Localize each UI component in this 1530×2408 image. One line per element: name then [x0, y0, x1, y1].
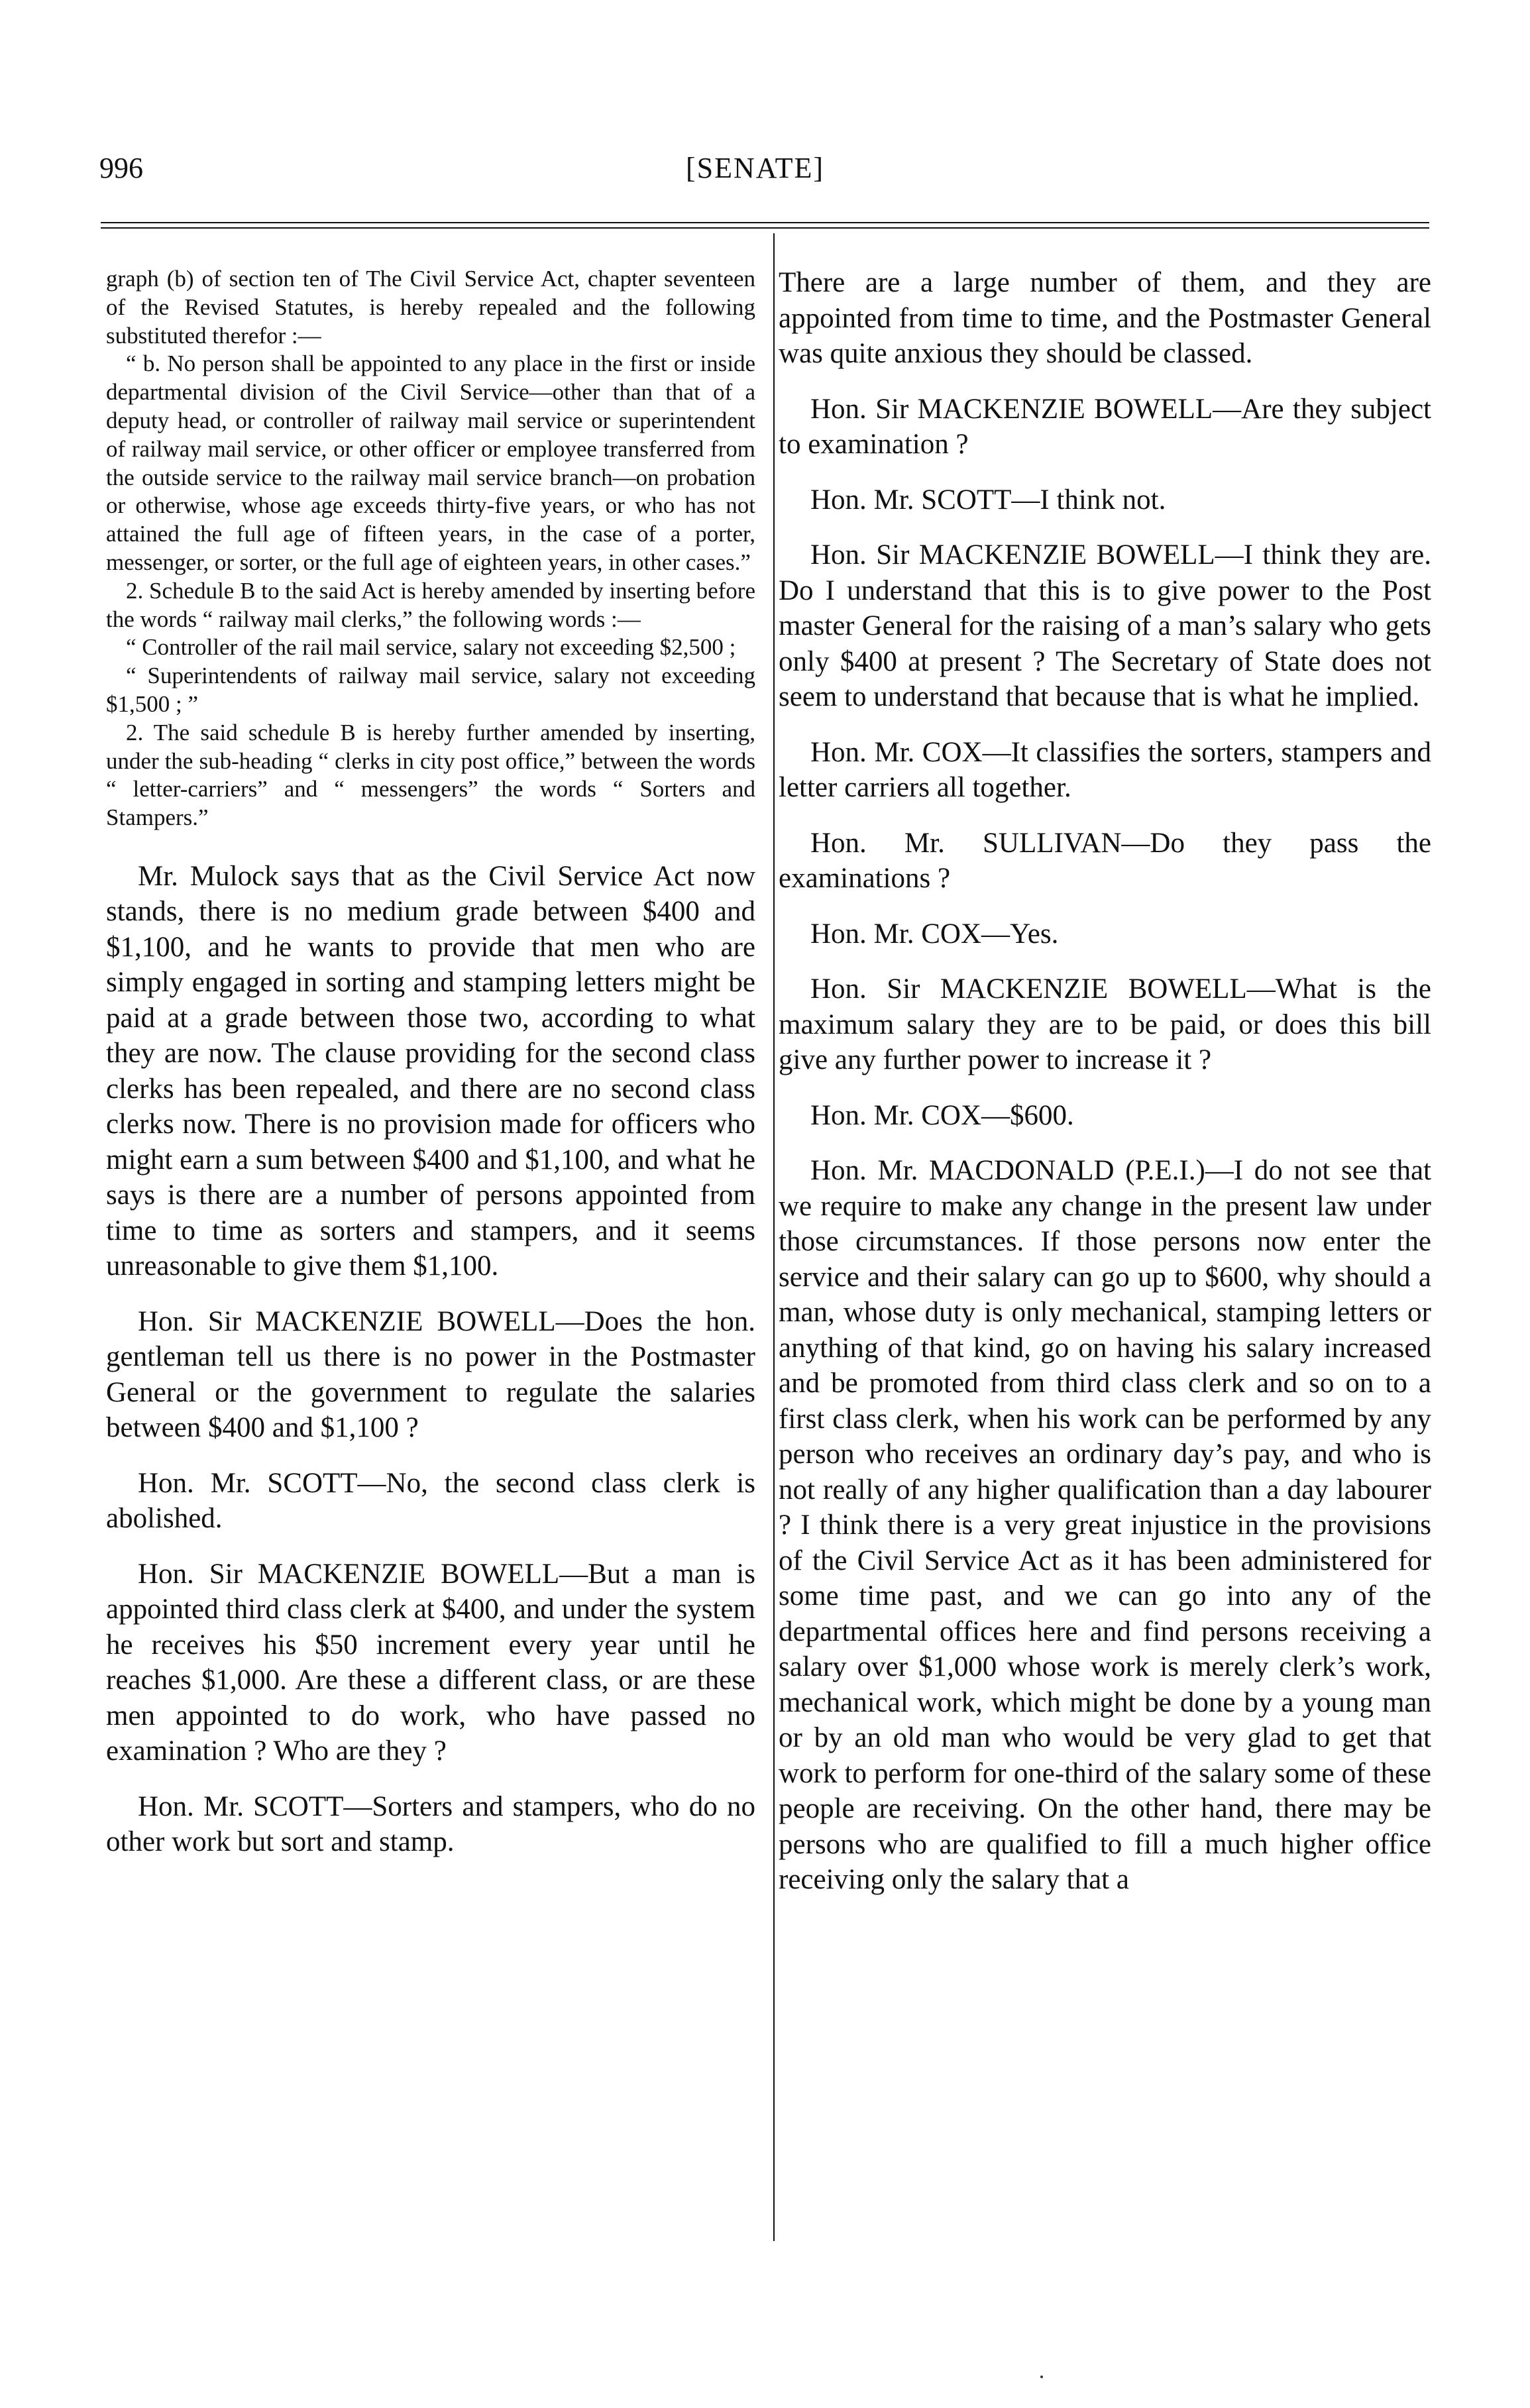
column-divider	[773, 233, 775, 2241]
speech-paragraph: Hon. Sir MACKENZIE BOWELL—Does the hon. gentleman tell us there is no power in the Postmaster General or the government to regulate the salaries between $400 and $1,100 ?	[106, 1305, 755, 1444]
header-rule-top	[101, 222, 1429, 223]
bill-text	[106, 265, 755, 832]
left-body	[106, 859, 755, 1860]
speech-paragraph: Hon. Sir MACKENZIE BOWELL—What is the maximum salary they are to be paid, or does this bill give any further power to increase it ?	[779, 973, 1431, 1075]
speech-paragraph: Hon. Mr. COX—Yes.	[810, 918, 1059, 950]
bill-paragraph: 2. Schedule B to the said Act is hereby amended by inserting before the words “ railway mail clerks,” the following words :—	[106, 577, 755, 632]
speech-paragraph: Hon. Mr. COX—It classifies the sorters, stampers and letter carriers all together.	[779, 736, 1431, 803]
bill-paragraph: “ Controller of the rail mail service, salary not exceeding $2,500 ;	[126, 634, 736, 661]
speech-paragraph: Hon. Mr. MACDONALD (P.E.I.)—I do not see that we require to make any change in the present law under those circumstances. If those persons now enter the service and their salary can go up to $600, why should a man, whose duty is only mechanical, stamping letters or anything of that kind, go on having his salary increased and be promoted from third class clerk and so on to a first class clerk, when his work can be performed by any person who receives an ordinary day’s pay, and who is not really of any higher qualification than a day labourer ? I think there is a very great injustice in the provisions of the Civil Service Act as it has been administered for some time past, and we can go into any of the departmental offices here and find persons receiving a salary over $1,000 whose work is merely clerk’s work, mechanical work, which might be done by a young man or by an old man who would be very glad to get that work to perform for one-third of the salary some of these people are receiving. On the other hand, there may be persons who are qualified to fill a much higher office receiving only the salary that a	[779, 1155, 1431, 1895]
bill-paragraph: “ b. No person shall be appointed to any place in the first or inside departmental division of the Civil Service—other than that of a deputy head, or controller of railway mail service or superintendent of railway mail service, or other officer or employee transferred from the outside service to the railway mail service branch—on probation or otherwise, whose age exceeds thirty-five years, or who has not attained the full age of fifteen years, in the case of a porter, messenger, or sorter, or the full age of eighteen years, in other cases.”	[106, 351, 755, 575]
speech-paragraph: Mr. Mulock says that as the Civil Service Act now stands, there is no medium grade between $400 and $1,100, and he wants to provide that men who are simply engaged in sorting and stamping letters might be paid at a grade between those two, according to what they are now. The clause providing for the second class clerks has been repealed, and there are no second class clerks now. There is no provision made for officers who might earn a sum between $400 and $1,100, and what he says is there are a number of persons appointed from time to time as sorters and stampers, and it seems unreasonable to give them $1,100.	[106, 860, 755, 1282]
right-body	[779, 265, 1431, 1898]
speech-paragraph: There are a large number of them, and they are appointed from time to time, and the Postmaster General was quite anxious they should be classed.	[779, 267, 1431, 369]
speech-paragraph: Hon. Mr. COX—$600.	[810, 1099, 1074, 1131]
speech-paragraph: Hon. Mr. SCOTT—No, the second class clerk is abolished.	[106, 1467, 755, 1535]
speech-paragraph: Hon. Mr. SCOTT—I think not.	[810, 484, 1166, 516]
speech-paragraph: Hon. Sir MACKENZIE BOWELL—I think they are. Do I understand that this is to give power to the Post master General for the raising of a man’s salary who gets only $400 at present ? The Secretary of State does not seem to understand that because that is what he implied.	[779, 539, 1431, 712]
speech-paragraph: Hon. Sir MACKENZIE BOWELL—But a man is appointed third class clerk at $400, and under the system he receives his $50 increment every year until he reaches $1,000. Are these a different class, or are these men appointed to do work, who have passed no examination ? Who are they ?	[106, 1558, 755, 1767]
header-rule-bottom	[101, 227, 1429, 229]
bill-paragraph: “ Superintendents of railway mail service, salary not exceeding $1,500 ; ”	[106, 663, 755, 717]
bill-paragraph: 2. The said schedule B is hereby further amended by inserting, under the sub-heading “ clerks in city post office,” between the words “ letter-carriers” and “ messengers” the words “ Sorters and Stampers.”	[106, 719, 755, 831]
footer-mark	[1040, 2376, 1043, 2378]
right-column	[779, 265, 1431, 1918]
running-head: [SENATE]	[686, 152, 825, 184]
speech-paragraph: Hon. Mr. SCOTT—Sorters and stampers, who do no other work but sort and stamp.	[106, 1790, 755, 1858]
speech-paragraph: Hon. Mr. SULLIVAN—Do they pass the examinations ?	[779, 827, 1431, 894]
speech-paragraph: Hon. Sir MACKENZIE BOWELL—Are they subject to examination ?	[779, 393, 1431, 460]
bill-paragraph: graph (b) of section ten of The Civil Service Act, chapter seventeen of the Revised Statutes, is hereby repealed and the following substituted therefor :—	[106, 266, 755, 349]
page-number: 996	[99, 152, 143, 184]
left-column	[106, 265, 755, 1880]
